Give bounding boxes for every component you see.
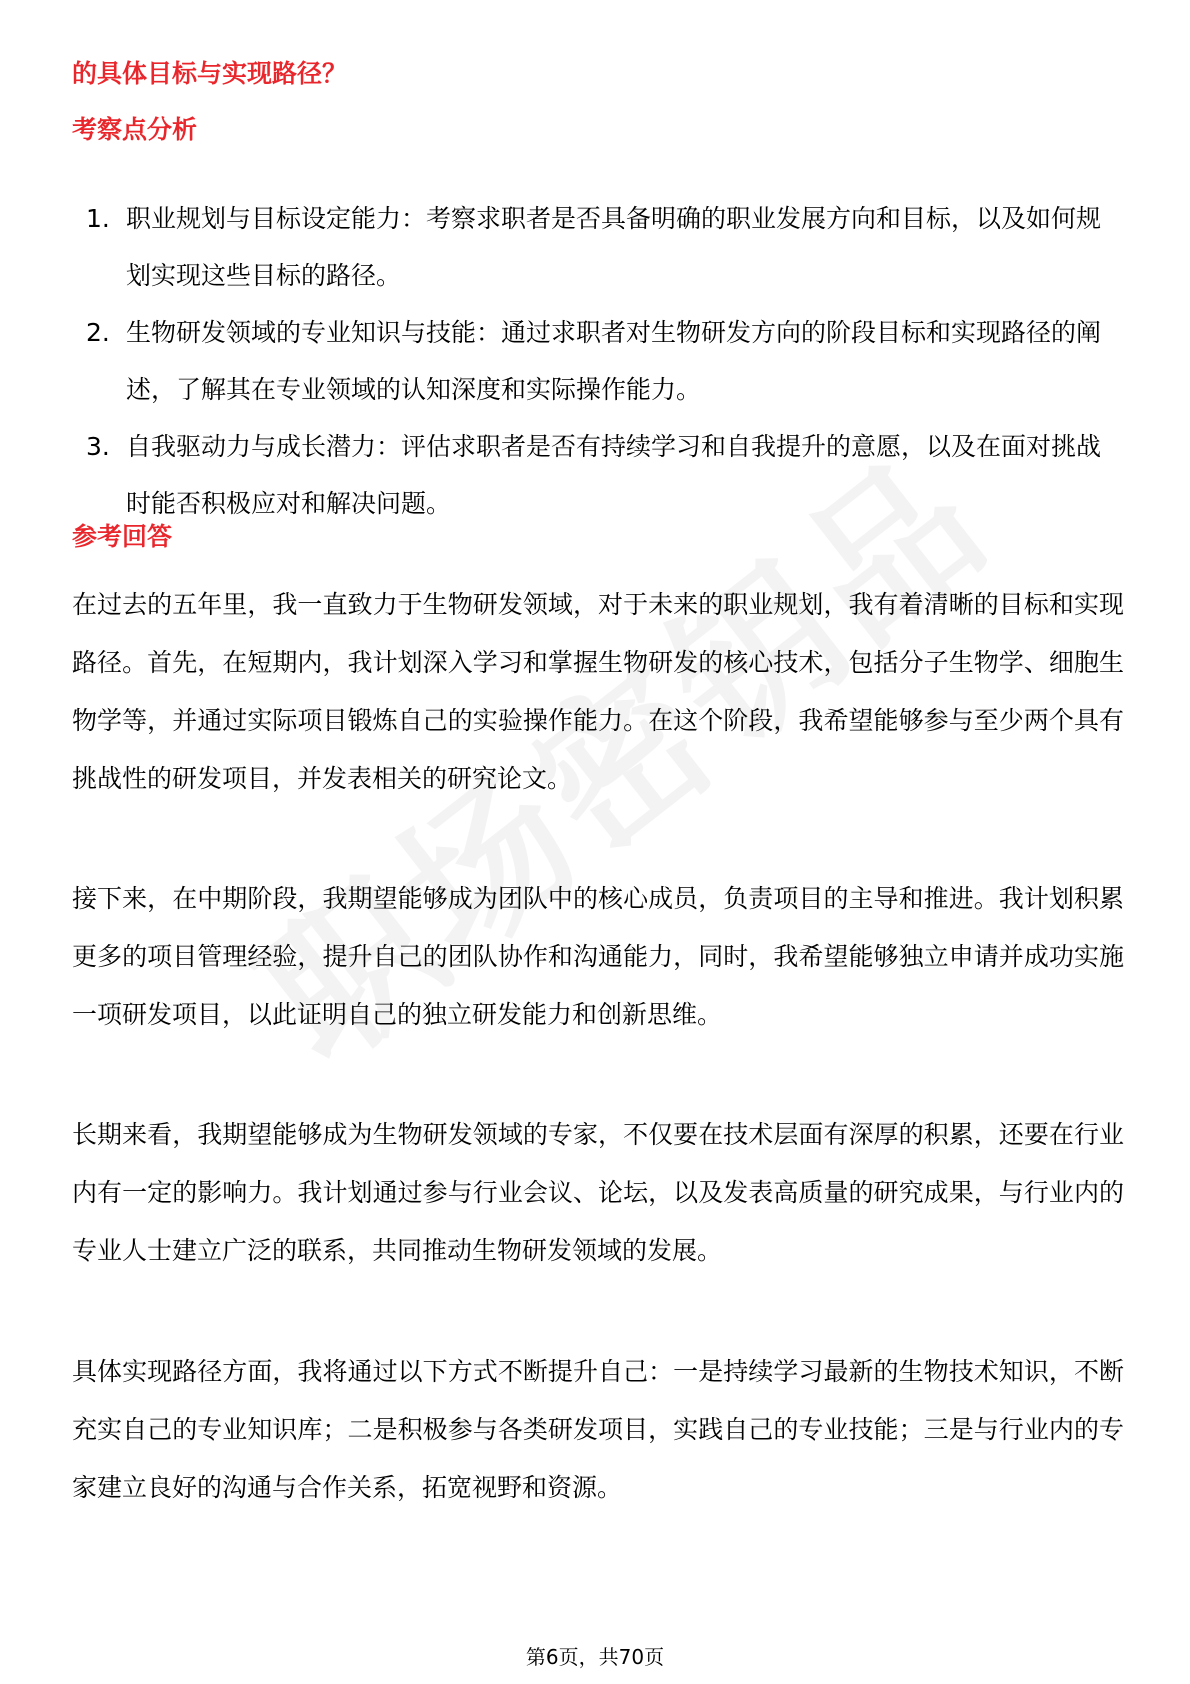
answer-paragraph: 在过去的五年里，我一直致力于生物研发领域，对于未来的职业规划，我有着清晰的目标和实现路径。首先，在短期内，我计划深入学习和掌握生物研发的核心技术，包括分子生物学、细胞生物学等，并通过实际项目锻炼自己的实验操作能力。在这个阶段，我希望能够参与至少两个具有挑战性的研发项目，并发表相关的研究论文。	[72, 590, 1124, 793]
analysis-list	[72, 190, 1122, 532]
answer-paragraph: 长期来看，我期望能够成为生物研发领域的专家，不仅要在技术层面有深厚的积累，还要在行业内有一定的影响力。我计划通过参与行业会议、论坛，以及发表高质量的研究成果，与行业内的专业人士建立广泛的联系，共同推动生物研发领域的发展。	[72, 1120, 1124, 1265]
continued-question-heading: 的具体目标与实现路径？	[72, 59, 348, 88]
list-item-text: 自我驱动力与成长潜力：评估求职者是否有持续学习和自我提升的意愿，以及在面对挑战时能否积极应对和解决问题。	[126, 432, 1102, 518]
list-item-number: 1.	[86, 204, 110, 233]
list-item-number: 2.	[86, 318, 110, 347]
list-item	[72, 304, 1122, 418]
list-item-text: 职业规划与目标设定能力：考察求职者是否具备明确的职业发展方向和目标，以及如何规划实现这些目标的路径。	[126, 204, 1102, 290]
analysis-heading: 考察点分析	[72, 115, 198, 144]
answer-paragraph: 接下来，在中期阶段，我期望能够成为团队中的核心成员，负责项目的主导和推进。我计划积累更多的项目管理经验，提升自己的团队协作和沟通能力，同时，我希望能够独立申请并成功实施一项研发项目，以此证明自己的独立研发能力和创新思维。	[72, 884, 1124, 1029]
answer-heading: 参考回答	[72, 522, 173, 551]
list-item-text: 生物研发领域的专业知识与技能：通过求职者对生物研发方向的阶段目标和实现路径的阐述，了解其在专业领域的认知深度和实际操作能力。	[126, 318, 1102, 404]
list-item	[72, 190, 1122, 304]
list-item	[72, 418, 1122, 532]
page-number-footer: 第6页，共70页	[525, 1645, 665, 1669]
answer-paragraph: 具体实现路径方面，我将通过以下方式不断提升自己：一是持续学习最新的生物技术知识，不断充实自己的专业知识库；二是积极参与各类研发项目，实践自己的专业技能；三是与行业内的专家建立良好的沟通与合作关系，拓宽视野和资源。	[72, 1357, 1124, 1502]
list-item-number: 3.	[86, 432, 110, 461]
